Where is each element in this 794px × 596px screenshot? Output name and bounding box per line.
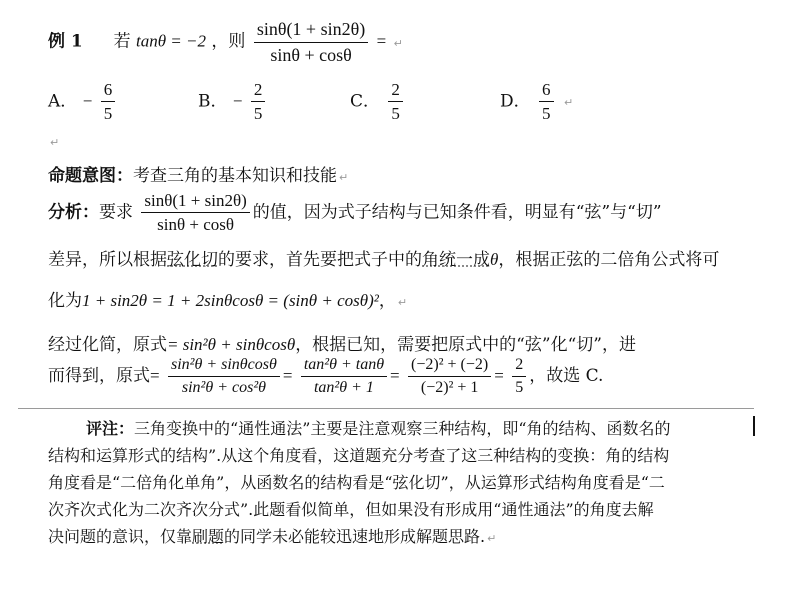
option-label: B．: [198, 91, 228, 112]
if-word: 若: [113, 31, 131, 52]
option-fraction: [251, 79, 266, 125]
comment-text: 的同学未必能较迅速地形成解题思路.: [224, 527, 486, 546]
analysis-tail: 的值，因为式子结构与已知条件看，明显有“弦”与“切”: [252, 202, 662, 223]
simplify-line-1: [48, 330, 636, 355]
denominator: sin²θ + cos²θ: [181, 379, 266, 396]
option-d: [500, 79, 573, 125]
simplify-math: = sin²θ + sinθcosθ: [167, 335, 296, 354]
comment-line-3: [48, 470, 665, 493]
comment-line-1: [86, 416, 671, 439]
option-numerator: 2: [251, 79, 266, 102]
option-denominator: 5: [542, 104, 551, 124]
example-fraction-denominator: sinθ + cosθ: [270, 44, 352, 65]
simplify-text: 而得到，原式: [48, 366, 150, 386]
analysis-line-3: [48, 286, 407, 311]
analysis-lead: 要求: [99, 202, 133, 223]
analysis-line-1: [48, 190, 662, 236]
analysis-fraction-numerator: sinθ(1 + sin2θ): [141, 190, 249, 213]
comment-text: 次齐次式化为二次齐次分式”.此题看似简单，但如果没有形成用“通性通法”的角度去解: [48, 500, 654, 519]
comment-text: 角度看是“二倍角化单角”，从函数名的结构看是“弦化切”，从运算形式结构角度看是“二: [48, 473, 665, 492]
then-word: ，则: [211, 31, 246, 52]
comment-text: 三角变换中的“通性通法”主要是注意观察三种结构，即“角的结构、函数名的: [134, 419, 671, 438]
text-cursor: [753, 416, 755, 436]
simplify-text: 经过化简，原式: [48, 335, 167, 355]
option-denominator: 5: [103, 104, 113, 124]
analysis-text: ，根据正弦的二倍角公式将可: [498, 250, 720, 270]
numerator: sin²θ + sinθcosθ: [168, 355, 280, 377]
simplify-fraction-4: [512, 355, 526, 398]
option-sign: −: [232, 91, 243, 111]
simplify-fraction-3: [408, 355, 491, 398]
analysis-text: 的要求，首先要把式子中的: [218, 250, 422, 270]
option-label: A．: [48, 91, 78, 112]
comment-line-4: [48, 497, 654, 520]
comment-line-5: [48, 524, 496, 547]
option-numerator: 2: [388, 79, 403, 102]
option-fraction: [101, 79, 116, 125]
option-a: [48, 79, 118, 125]
analysis-line-2: [48, 245, 719, 270]
simplify-tail: ，故选 C.: [529, 366, 604, 386]
numerator: tan²θ + tanθ: [301, 355, 387, 377]
denominator: (−2)² + 1: [420, 379, 479, 396]
example-fraction: [254, 18, 368, 66]
underlined-term: 弦化切: [167, 250, 218, 270]
example-equals: =: [376, 31, 387, 51]
option-label: C．: [350, 91, 381, 112]
double-angle-formula: 1 + sin2θ = 1 + 2sinθcosθ = (sinθ + cosθ)²: [82, 291, 379, 310]
underlined-term: 角统一成: [422, 250, 490, 270]
comment-text: 结构和运算形式的结构”.从这个角度看，这道题充分考查了这三种结构的变换：角的结构: [48, 446, 670, 465]
option-denominator: 5: [253, 104, 263, 124]
underlined-term: 刷题: [192, 527, 225, 546]
option-c: [350, 79, 406, 125]
simplify-fraction-2: [301, 355, 387, 398]
option-label: D．: [500, 91, 531, 112]
option-numerator: 6: [539, 79, 554, 102]
option-numerator: 6: [101, 79, 116, 102]
analysis-text: 差异，所以根据: [48, 250, 167, 270]
denominator: 5: [515, 379, 524, 396]
option-sign: −: [82, 91, 93, 111]
condition-math: tanθ = −2: [135, 31, 206, 51]
option-fraction: [539, 79, 554, 125]
denominator: tan²θ + 1: [313, 379, 374, 396]
section-divider: [18, 408, 754, 409]
simplify-fraction-1: [168, 355, 280, 398]
example-fraction-numerator: sinθ(1 + sin2θ): [254, 18, 368, 43]
example-label: 例 1: [48, 31, 83, 52]
analysis-text: 化为: [48, 291, 82, 311]
simplify-line-2: 而得到，原式= $\frac{\text{sin²θ + sinθcosθ}}{\text{sin²θ + cos²θ}}$ = $\frac{\text{tan²θ + tanθ}}{\text{tan²θ + 1}}$ = $\frac{\text{(−2)² + (−2)}}{\text{(−2)² + 1}}$ = $\frac{2}{5}$ ，故选 C.: [48, 356, 604, 396]
paragraph-mark: ↵: [339, 171, 349, 184]
comment-text: 决问题的意识，仅靠: [48, 527, 193, 546]
simplify-text: ，根据已知，需要把原式中的“弦”化“切”，进: [295, 335, 636, 355]
paragraph-mark: ↵: [397, 296, 408, 309]
example-question: [48, 18, 403, 66]
intent-line: [48, 161, 348, 186]
comment-label: 评注：: [86, 419, 135, 438]
blank-paragraph-mark: ↵: [50, 136, 60, 149]
numerator: 2: [512, 355, 526, 377]
analysis-text: ，: [378, 291, 396, 311]
option-fraction: [388, 79, 403, 125]
theta-symbol: θ: [490, 250, 499, 269]
paragraph-mark: ↵: [563, 96, 574, 110]
comment-line-2: [48, 443, 669, 466]
analysis-fraction-denominator: sinθ + cosθ: [157, 215, 235, 235]
analysis-fraction: [141, 190, 249, 236]
option-denominator: 5: [391, 104, 400, 124]
paragraph-mark: ↵: [393, 36, 403, 50]
analysis-label: 分析：: [48, 202, 99, 223]
intent-text: 考查三角的基本知识和技能: [133, 166, 337, 186]
option-b: [198, 79, 268, 125]
numerator: (−2)² + (−2): [408, 355, 491, 377]
intent-label: 命题意图：: [48, 166, 133, 186]
paragraph-mark: ↵: [487, 532, 497, 545]
